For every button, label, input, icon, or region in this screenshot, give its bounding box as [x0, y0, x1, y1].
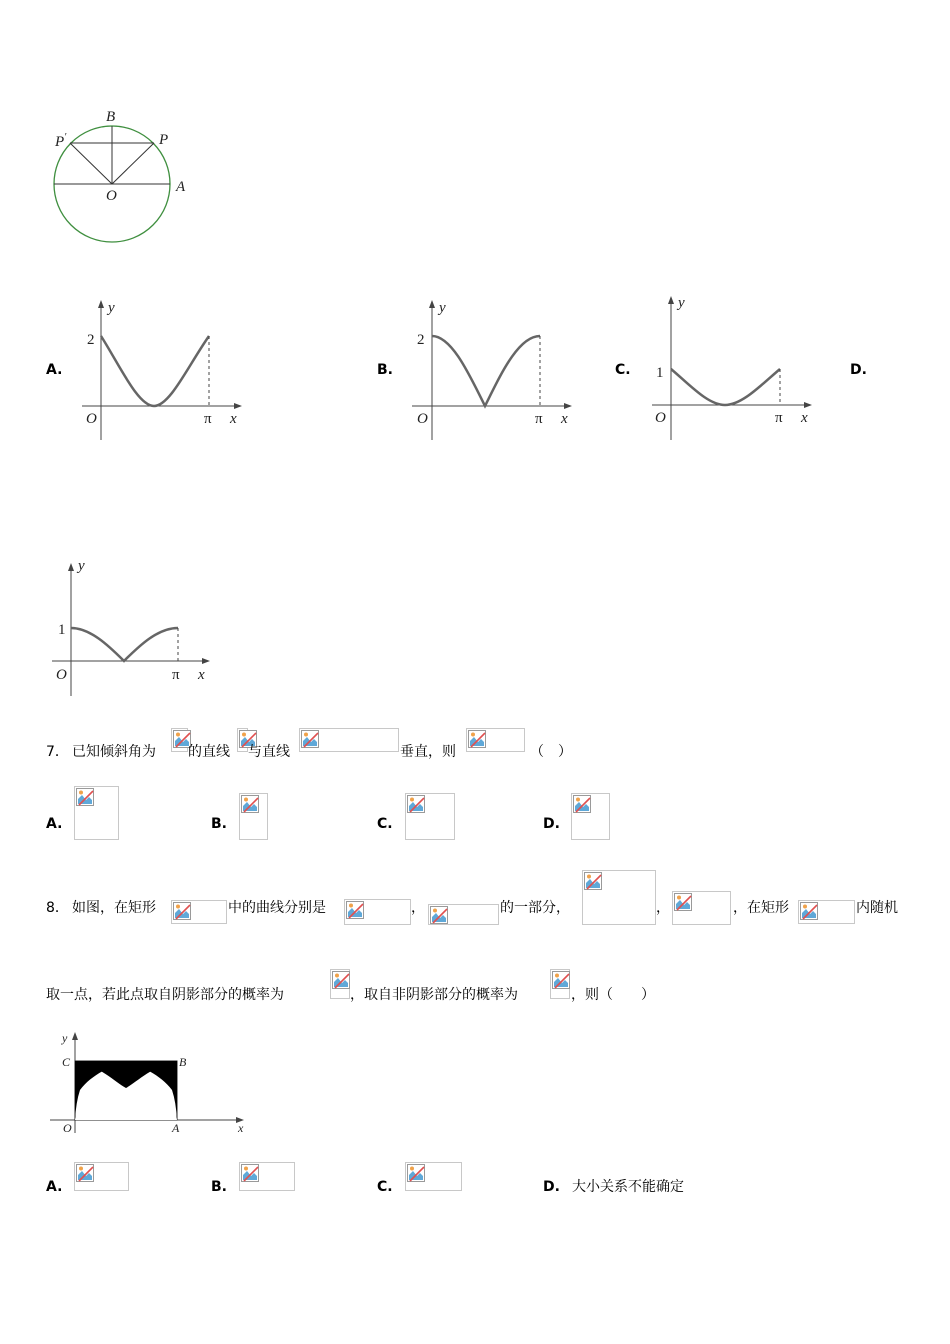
- unit-circle-figure: [40, 105, 200, 250]
- math-formula-image: [299, 728, 399, 752]
- y-axis-label: y: [678, 295, 685, 311]
- math-formula-image: [798, 900, 855, 924]
- question-8-line-1: [0, 896, 950, 920]
- question-text: ，: [656, 900, 670, 916]
- broken-image-icon: [241, 1164, 259, 1182]
- q7-option-A-image: [74, 786, 119, 840]
- q7-option-label-D: D.: [543, 816, 560, 832]
- broken-image-icon: [241, 795, 259, 813]
- math-formula-image: [237, 728, 248, 752]
- question-text: 垂直，则: [400, 744, 456, 760]
- question-number: 8．: [46, 900, 69, 916]
- q8-option-C-image: [405, 1162, 462, 1191]
- q8-option-label-A: A.: [46, 1179, 63, 1195]
- label-P: P: [159, 132, 169, 148]
- option-label-A: A.: [46, 362, 63, 378]
- origin-label: O: [417, 411, 428, 427]
- x-axis-label: x: [198, 667, 205, 683]
- q8-option-label-D: D.: [543, 1179, 560, 1195]
- label-A: A: [176, 179, 186, 195]
- option-label-B: B.: [377, 362, 393, 378]
- y-axis-label: y: [78, 558, 85, 574]
- option-label-C: C.: [615, 362, 631, 378]
- math-formula-image: [466, 728, 525, 752]
- curve: [71, 628, 178, 661]
- question-text: 与直线: [248, 744, 290, 760]
- question-text: ，在矩形: [733, 900, 789, 916]
- y-axis-arrow: [668, 296, 674, 304]
- answer-paren: （ ）: [530, 744, 572, 760]
- broken-image-icon: [584, 872, 602, 890]
- segment-O-P: [112, 143, 154, 184]
- pi-tick-label: π: [535, 411, 543, 427]
- broken-image-icon: [301, 730, 319, 748]
- q7-option-B-image: [239, 793, 268, 840]
- math-formula-image: [582, 870, 656, 925]
- label-O: O: [106, 188, 117, 204]
- question-text: ，则（ ）: [571, 987, 655, 1003]
- y-axis-label: y: [439, 300, 446, 316]
- broken-image-icon: [76, 788, 94, 806]
- pi-tick-label: π: [204, 411, 212, 427]
- origin-label: O: [86, 411, 97, 427]
- y-axis-arrow: [72, 1032, 78, 1040]
- question-text: 中的曲线分别是: [228, 900, 326, 916]
- label-B: B: [179, 1055, 187, 1069]
- curve: [671, 369, 780, 405]
- math-formula-image: [171, 728, 188, 752]
- math-formula-image: [171, 900, 227, 924]
- broken-image-icon: [346, 901, 364, 919]
- graph-option-B: [405, 295, 580, 445]
- y-tick-label: 2: [87, 332, 95, 348]
- label-A: A: [172, 1121, 180, 1135]
- x-axis-arrow: [234, 403, 242, 409]
- broken-image-icon: [173, 902, 191, 920]
- broken-image-icon: [674, 893, 692, 911]
- label-O: O: [63, 1121, 72, 1135]
- broken-image-icon: [332, 971, 350, 989]
- question-text: 已知倾斜角为: [72, 744, 156, 760]
- graph-option-C: [645, 290, 820, 445]
- y-axis-label: y: [108, 300, 115, 316]
- x-axis-arrow: [202, 658, 210, 664]
- x-axis-arrow: [564, 403, 572, 409]
- curve: [101, 336, 209, 406]
- pi-tick-label: π: [172, 667, 180, 683]
- q7-option-label-B: B.: [211, 816, 227, 832]
- origin-label: O: [655, 410, 666, 426]
- pi-tick-label: π: [775, 410, 783, 426]
- question-text: ，: [411, 900, 425, 916]
- label-B: B: [106, 109, 116, 125]
- question-text: 内随机: [856, 900, 898, 916]
- label-y: y: [62, 1031, 68, 1045]
- broken-image-icon: [468, 730, 486, 748]
- y-tick-label: 1: [656, 365, 664, 381]
- y-axis-arrow: [98, 300, 104, 308]
- y-tick-label: 2: [417, 332, 425, 348]
- x-axis-label: x: [561, 411, 568, 427]
- question-text: ，取自非阴影部分的概率为: [350, 987, 518, 1003]
- graph-option-D: [45, 555, 220, 705]
- question-7-line: [0, 740, 950, 764]
- question-text: 的直线: [188, 744, 230, 760]
- question-8-line-2: [0, 983, 950, 1007]
- question-text: 的一部分，: [500, 900, 570, 916]
- curve: [432, 336, 540, 406]
- q7-option-label-A: A.: [46, 816, 63, 832]
- q8-option-A-image: [74, 1162, 129, 1191]
- inner-arc: [75, 1088, 177, 1120]
- math-formula-image: [428, 904, 499, 925]
- graph-option-A: [75, 295, 250, 445]
- x-axis-label: x: [230, 411, 237, 427]
- q8-option-D-text: 大小关系不能确定: [572, 1179, 684, 1195]
- y-axis-arrow: [68, 563, 74, 571]
- question-number: 7．: [46, 744, 69, 760]
- math-formula-image: [330, 969, 350, 999]
- math-formula-image: [344, 899, 411, 925]
- y-axis-arrow: [429, 300, 435, 308]
- q7-option-C-image: [405, 793, 455, 840]
- label-P-prime: P′: [55, 132, 67, 150]
- broken-image-icon: [407, 795, 425, 813]
- broken-image-icon: [573, 795, 591, 813]
- q8-option-B-image: [239, 1162, 295, 1191]
- question-text: 如图，在矩形: [72, 900, 156, 916]
- shaded-region-figure: [45, 1025, 255, 1137]
- math-formula-image: [550, 969, 570, 999]
- question-text: 取一点，若此点取自阴影部分的概率为: [46, 987, 284, 1003]
- broken-image-icon: [76, 1164, 94, 1182]
- x-axis-arrow: [804, 402, 812, 408]
- broken-image-icon: [552, 971, 570, 989]
- label-C: C: [62, 1055, 71, 1069]
- label-x: x: [238, 1121, 244, 1135]
- x-axis-label: x: [801, 410, 808, 426]
- option-label-D: D.: [850, 362, 867, 378]
- broken-image-icon: [407, 1164, 425, 1182]
- q8-option-label-C: C.: [377, 1179, 393, 1195]
- math-formula-image: [672, 891, 731, 925]
- segment-O-P-prime: [70, 143, 112, 184]
- broken-image-icon: [800, 902, 818, 920]
- y-tick-label: 1: [58, 622, 66, 638]
- q8-option-label-B: B.: [211, 1179, 227, 1195]
- q7-option-label-C: C.: [377, 816, 393, 832]
- broken-image-icon: [430, 906, 448, 924]
- origin-label: O: [56, 667, 67, 683]
- q7-option-D-image: [571, 793, 610, 840]
